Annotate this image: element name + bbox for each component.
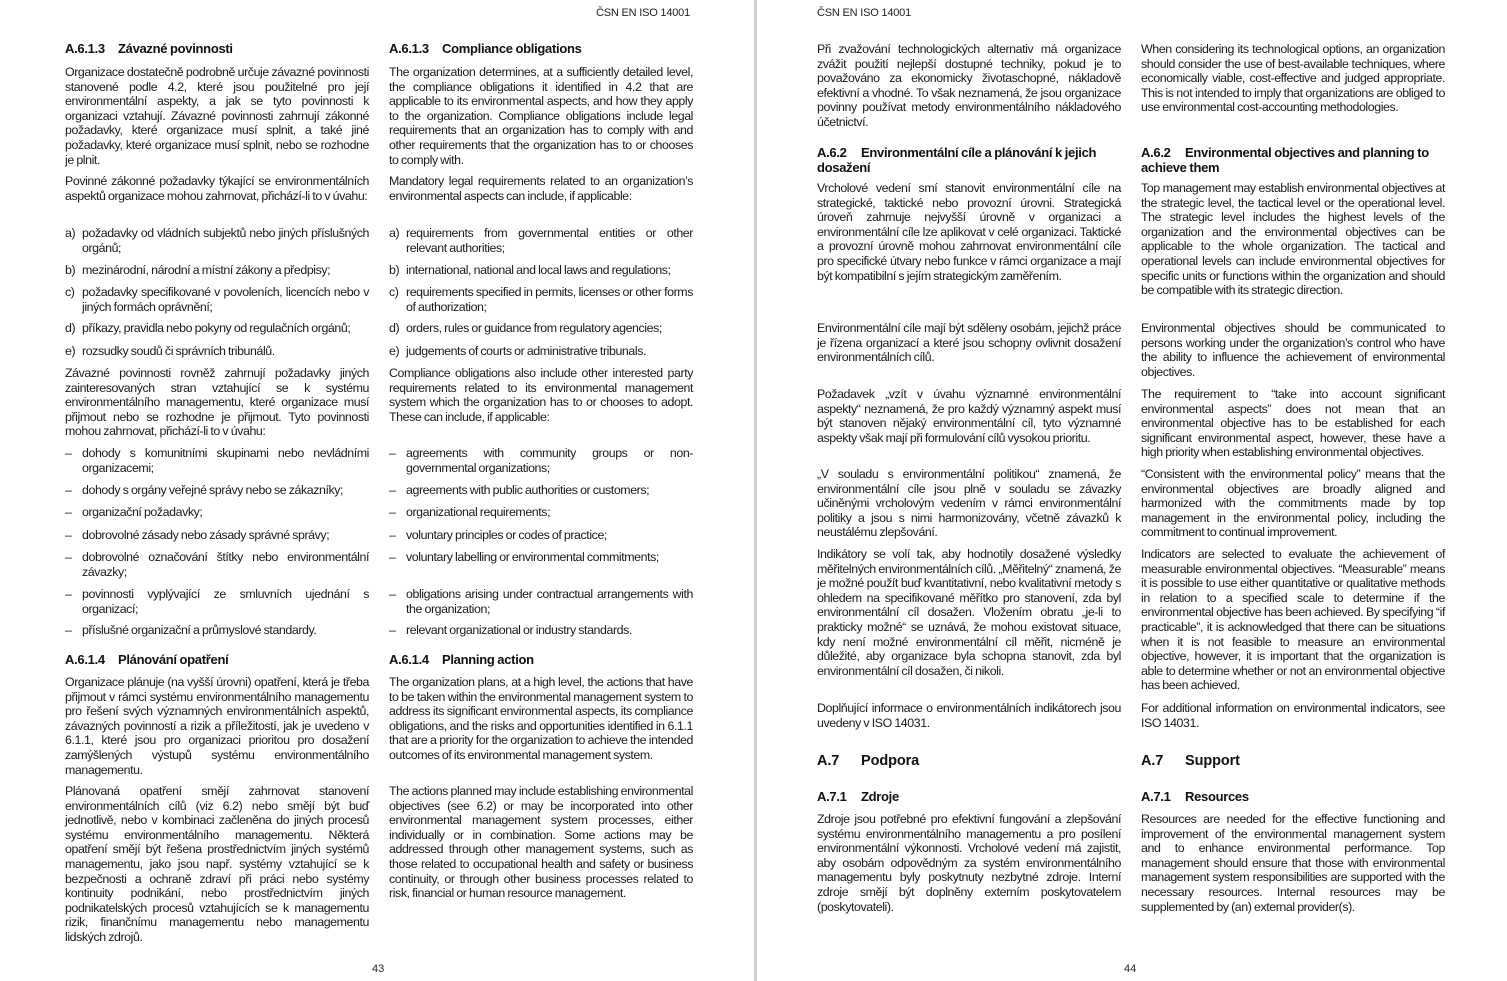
list-text: organizational requirements; bbox=[406, 505, 551, 519]
paragraph: Environmentální cíle mají být sděleny osobám, jejichž práce je řízena organizací a které jsou schopny ovlivnit dosažení environmentálních cílů. bbox=[817, 321, 1121, 365]
running-header: ČSN EN ISO 14001 bbox=[596, 7, 691, 19]
paragraph: The organization determines, at a sufficiently detailed level, the compliance obligations it identified in 4.2 that are applicable to its environmental aspects, and how they apply to the organization. Compliance obligations include legal requirements that an organization has to comply with and other requirements that the organization has to or chooses to comply with. bbox=[389, 65, 693, 167]
list-text: dohody s komunitními skupinami nebo nevládními organizacemi; bbox=[82, 446, 369, 475]
paragraph: Organizace plánuje (na vyšší úrovni) opatření, která je třeba přijmout v rámci systému environmentálního managementu pro řešení svých významných environmentálních aspektů, závazných povinností a rizik a příležitostí, jak je uvedeno v 6.1.1, které jsou pro organizaci prioritou pro dosažení zamýšlených výstupů systému environmentálního managementu. bbox=[65, 675, 369, 777]
section-number: A.7.1 bbox=[817, 789, 847, 804]
paragraph: Indikátory se volí tak, aby hodnotily dosažené výsledky měřitelných environmentálních cílů. „Měřitelný“ znamená, že je možné použít buď kvantitativní, nebo kvalitativní metody s ohledem na specifikované měřítko pro stanovení, zda byl environmentální cíl dosažen. Vložením obratu „je-li to prakticky možné“ se uznává, že mohou existovat situace, kdy není možné environmentální cíl měřit, nicméně je důležité, aby organizace byla schopna stanovit, zda byl environmentální cíl dosažen, či nikoli. bbox=[817, 547, 1121, 678]
list-text: dobrovolné zásady nebo zásady správné správy; bbox=[82, 528, 330, 542]
paragraph: For additional information on environmental indicators, see ISO 14031. bbox=[1141, 701, 1445, 730]
list-text: international, national and local laws and regulations; bbox=[406, 263, 671, 277]
list-marker: – bbox=[389, 528, 396, 542]
list-marker: – bbox=[389, 483, 396, 497]
list-item bbox=[389, 321, 693, 336]
paragraph: “Consistent with the environmental policy” means that the environmental objectives are broadly aligned and harmonized with the commitments made by top management in the environmental policy, including the commitment to continual improvement. bbox=[1141, 467, 1445, 540]
list-marker: a) bbox=[65, 226, 76, 240]
list-item bbox=[65, 285, 369, 314]
page-number: 43 bbox=[372, 963, 385, 975]
list-text: příslušné organizační a průmyslové standardy. bbox=[82, 623, 317, 637]
paragraph: Povinné zákonné požadavky týkající se environmentálních aspektů organizace mohou zahrnovat, přichází-li to v úvahu: bbox=[65, 174, 369, 203]
list-marker: – bbox=[65, 550, 72, 564]
list-text: relevant organizational or industry standards. bbox=[406, 623, 632, 637]
list-item bbox=[65, 623, 369, 638]
section-number: A.6.1.3 bbox=[389, 41, 429, 56]
section-title: Environmentální cíle a plánování k jejich dosažení bbox=[817, 145, 1097, 175]
paragraph: Environmental objectives should be communicated to persons working under the organization’s control who have the ability to influence the achievement of environmental objectives. bbox=[1141, 321, 1445, 379]
list-text: dohody s orgány veřejné správy nebo se zákazníky; bbox=[82, 483, 344, 497]
section-title: Závazné povinnosti bbox=[118, 41, 233, 56]
list-item bbox=[389, 528, 693, 543]
paragraph: „V souladu s environmentální politikou“ znamená, že environmentální cíle jsou plně v souladu se závazky učiněnými vrcholovým vedením v rámci environmentální politiky a jsou s nimi harmonizovány, včetně závazků k neustálému zlepšování. bbox=[817, 467, 1121, 540]
list-marker: – bbox=[389, 550, 396, 564]
page-number: 44 bbox=[1124, 963, 1137, 975]
section-number: A.6.2 bbox=[817, 145, 847, 160]
paragraph: Vrcholové vedení smí stanovit environmentální cíle na strategické, taktické nebo provozní úrovni. Strategická úroveň zahrnuje nejvyšší úrovně v organizaci a environmentální cíle lze aplikovat v celé organizaci. Taktické a provozní úrovně mohou zahrnovat environmentální cíle pro specifické útvary nebo funkce v rámci organizace a mají být kompatibilní s jejím strategickým zaměřením. bbox=[817, 181, 1121, 283]
heading-a71-en bbox=[1141, 789, 1445, 804]
list-item bbox=[389, 226, 693, 255]
list-item bbox=[65, 321, 369, 336]
list-marker: – bbox=[65, 623, 72, 637]
section-title: Plánování opatření bbox=[118, 652, 229, 667]
list-item bbox=[389, 344, 693, 359]
section-title: Planning action bbox=[442, 652, 534, 667]
list-marker: – bbox=[389, 623, 396, 637]
paragraph: Při zvažování technologických alternativ má organizace zvážit použití nejlepší dostupné techniky, pokud je to považováno za ekonomicky životaschopné, nákladově efektivní a vhodné. To však neznamená, že jsou organizace povinny používat metody environmentálního nákladového účetnictví. bbox=[817, 42, 1121, 129]
list-item bbox=[389, 587, 693, 616]
heading-a62-cz bbox=[817, 145, 1121, 175]
page-44 bbox=[757, 0, 1507, 981]
section-title: Zdroje bbox=[861, 789, 899, 804]
list-marker: – bbox=[389, 587, 396, 601]
list-marker: – bbox=[65, 505, 72, 519]
section-title: Support bbox=[1185, 753, 1240, 769]
list-text: požadavky specifikované v povoleních, licencích nebo v jiných formách oprávnění; bbox=[82, 285, 369, 314]
list-marker: – bbox=[65, 446, 72, 460]
section-number: A.6.1.4 bbox=[389, 652, 429, 667]
list-text: judgements of courts or administrative tribunals. bbox=[406, 344, 646, 358]
list-item bbox=[389, 623, 693, 638]
list-item bbox=[389, 550, 693, 565]
list-item bbox=[389, 483, 693, 498]
list-marker: b) bbox=[389, 263, 400, 277]
heading-a613-cz bbox=[65, 41, 369, 56]
list-text: requirements from governmental entities or other relevant authorities; bbox=[406, 226, 693, 255]
list-marker: d) bbox=[389, 321, 400, 335]
list-text: voluntary principles or codes of practice; bbox=[406, 528, 607, 542]
list-text: requirements specified in permits, licenses or other forms of authorization; bbox=[406, 285, 693, 314]
list-text: příkazy, pravidla nebo pokyny od regulačních orgánů; bbox=[82, 321, 351, 335]
list-marker: c) bbox=[65, 285, 75, 299]
heading-a613-en bbox=[389, 41, 693, 56]
list-item bbox=[65, 550, 369, 579]
list-item bbox=[65, 528, 369, 543]
list-marker: – bbox=[389, 505, 396, 519]
list-marker: b) bbox=[65, 263, 76, 277]
section-number: A.7 bbox=[1141, 753, 1164, 769]
heading-a62-en bbox=[1141, 145, 1445, 175]
paragraph: Zdroje jsou potřebné pro efektivní fungování a zlepšování systému environmentálního managementu a pro posílení environmentální výkonnosti. Vrcholové vedení má zajistit, aby osobám odpovědným za systém environmentálního managementu byly poskytnuty nezbytné zdroje. Interní zdroje smějí být doplněny externím poskytovatelem (poskytovateli). bbox=[817, 812, 1121, 914]
list-item bbox=[65, 446, 369, 475]
section-number: A.6.1.3 bbox=[65, 41, 105, 56]
section-title: Podpora bbox=[861, 753, 920, 769]
section-title: Compliance obligations bbox=[442, 41, 582, 56]
list-text: obligations arising under contractual arrangements with the organization; bbox=[406, 587, 693, 616]
list-marker: – bbox=[65, 528, 72, 542]
list-item bbox=[65, 263, 369, 278]
list-text: agreements with community groups or non-governmental organizations; bbox=[406, 446, 693, 475]
paragraph: Indicators are selected to evaluate the achievement of measurable environmental objectives. “Measurable” means it is possible to use either quantitative or qualitative methods in relation to a specified scale to determine if the environmental objective has been achieved. By specifying “if practicable”, it is acknowledged that there can be situations when it is not feasible to measure an environmental objective, however, it is important that the organization is able to determine whether or not an environmental objective has been achieved. bbox=[1141, 547, 1445, 693]
list-text: mezinárodní, národní a místní zákony a předpisy; bbox=[82, 263, 331, 277]
paragraph: Závazné povinnosti rovněž zahrnují požadavky jiných zainteresovaných stran vztahující se k systému environmentálního managementu, které organizace musí přijmout nebo se rozhodne je přijmout. Tyto povinnosti mohou zahrnovat, přichází-li to v úvahu: bbox=[65, 366, 369, 439]
section-number: A.6.2 bbox=[1141, 145, 1171, 160]
list-marker: a) bbox=[389, 226, 400, 240]
list-item bbox=[65, 344, 369, 359]
section-title: Environmental objectives and planning to achieve them bbox=[1141, 145, 1429, 175]
list-item bbox=[65, 587, 369, 616]
list-text: agreements with public authorities or customers; bbox=[406, 483, 650, 497]
list-item bbox=[65, 226, 369, 255]
heading-a71-cz bbox=[817, 789, 1121, 804]
list-marker: e) bbox=[65, 344, 76, 358]
list-marker: – bbox=[389, 446, 396, 460]
list-item bbox=[389, 505, 693, 520]
heading-a7-cz bbox=[817, 754, 1121, 769]
list-item bbox=[65, 483, 369, 498]
list-text: voluntary labelling or environmental commitments; bbox=[406, 550, 659, 564]
paragraph: Top management may establish environmental objectives at the strategic level, the tactical level or the operational level. The strategic level includes the highest levels of the organization and the environmental objectives can be applicable to the whole organization. The tactical and operational levels can include environmental objectives for specific units or functions within the organization and should be compatible with its strategic direction. bbox=[1141, 181, 1445, 298]
running-header: ČSN EN ISO 14001 bbox=[817, 7, 912, 19]
list-marker: d) bbox=[65, 321, 76, 335]
list-item bbox=[389, 285, 693, 314]
section-number: A.7.1 bbox=[1141, 789, 1171, 804]
paragraph: Organizace dostatečně podrobně určuje závazné povinnosti stanovené podle 4.2, které jsou použitelné pro její environmentální aspekty, a jak se tyto povinnosti k organizaci vztahují. Závazné povinnosti zahrnují zákonné požadavky, které organizace musí splnit, a také jiné požadavky, které organizace musí splnit, nebo se rozhodne je plnit. bbox=[65, 65, 369, 167]
heading-a614-en bbox=[389, 652, 693, 667]
list-text: dobrovolné označování štítky nebo environmentální závazky; bbox=[82, 550, 369, 579]
list-item bbox=[389, 446, 693, 475]
section-number: A.6.1.4 bbox=[65, 652, 105, 667]
paragraph: The organization plans, at a high level, the actions that have to be taken within the environmental management system to address its significant environmental aspects, its compliance obligations, and the risks and opportunities identified in 6.1.1 that are a priority for the organization to achieve the intended outcomes of its environmental management system. bbox=[389, 675, 693, 762]
list-text: rozsudky soudů či správních tribunálů. bbox=[82, 344, 275, 358]
list-text: povinnosti vyplývající ze smluvních ujednání s organizací; bbox=[82, 587, 369, 616]
heading-a614-cz bbox=[65, 652, 369, 667]
list-marker: – bbox=[65, 483, 72, 497]
list-marker: c) bbox=[389, 285, 399, 299]
paragraph: Resources are needed for the effective functioning and improvement of the environmental management system and to enhance environmental performance. Top management should ensure that those with environmental management system responsibilities are supported with the necessary resources. Internal resources may be supplemented by (an) external provider(s). bbox=[1141, 812, 1445, 914]
list-item bbox=[389, 263, 693, 278]
section-title: Resources bbox=[1185, 789, 1249, 804]
paragraph: Požadavek „vzít v úvahu významné environmentální aspekty“ neznamená, že pro každý významný aspekt musí být stanoven nějaký environmentální cíl, tyto významné aspekty však mají při formulování cílů vysokou prioritu. bbox=[817, 387, 1121, 445]
paragraph: Mandatory legal requirements related to an organization’s environmental aspects can include, if applicable: bbox=[389, 174, 693, 203]
list-marker: e) bbox=[389, 344, 400, 358]
heading-a7-en bbox=[1141, 754, 1445, 769]
list-item bbox=[65, 505, 369, 520]
list-marker: – bbox=[65, 587, 72, 601]
list-text: požadavky od vládních subjektů nebo jiných příslušných orgánů; bbox=[82, 226, 369, 255]
list-text: orders, rules or guidance from regulatory agencies; bbox=[406, 321, 662, 335]
paragraph: When considering its technological options, an organization should consider the use of best-available techniques, where economically viable, cost-effective and judged appropriate. This is not intended to imply that organizations are obliged to use environmental cost-accounting methodologies. bbox=[1141, 42, 1445, 115]
paragraph: Plánovaná opatření smějí zahrnovat stanovení environmentálních cílů (viz 6.2) nebo smějí být buď jednotlivě, nebo v kombinaci začleněna do jiných procesů systému environmentálního managementu. Některá opatření smějí být řešena prostřednictvím jiných systémů managementu, jako jsou např. systémy vztahující se k bezpečnosti a ochraně zdraví při práci nebo systémy kontinuity podnikání, nebo prostřednictvím jiných podnikatelských procesů vztahujících se k managementu rizik, finančnímu managementu nebo managementu lidských zdrojů. bbox=[65, 784, 369, 944]
paragraph: The actions planned may include establishing environmental objectives (see 6.2) or may be incorporated into other environmental management system processes, either individually or in combination. Some actions may be addressed through other management systems, such as those related to occupational health and safety or business continuity, or through other business processes related to risk, financial or human resource management. bbox=[389, 784, 693, 901]
paragraph: The requirement to “take into account significant environmental aspects” does not mean that an environmental objective has to be established for each significant environmental aspect, however, these have a high priority when establishing environmental objectives. bbox=[1141, 387, 1445, 460]
paragraph: Doplňující informace o environmentálních indikátorech jsou uvedeny v ISO 14031. bbox=[817, 701, 1121, 730]
section-number: A.7 bbox=[817, 753, 840, 769]
list-text: organizační požadavky; bbox=[82, 505, 203, 519]
paragraph: Compliance obligations also include other interested party requirements related to its environmental management system which the organization has to or chooses to adopt. These can include, if applicable: bbox=[389, 366, 693, 424]
